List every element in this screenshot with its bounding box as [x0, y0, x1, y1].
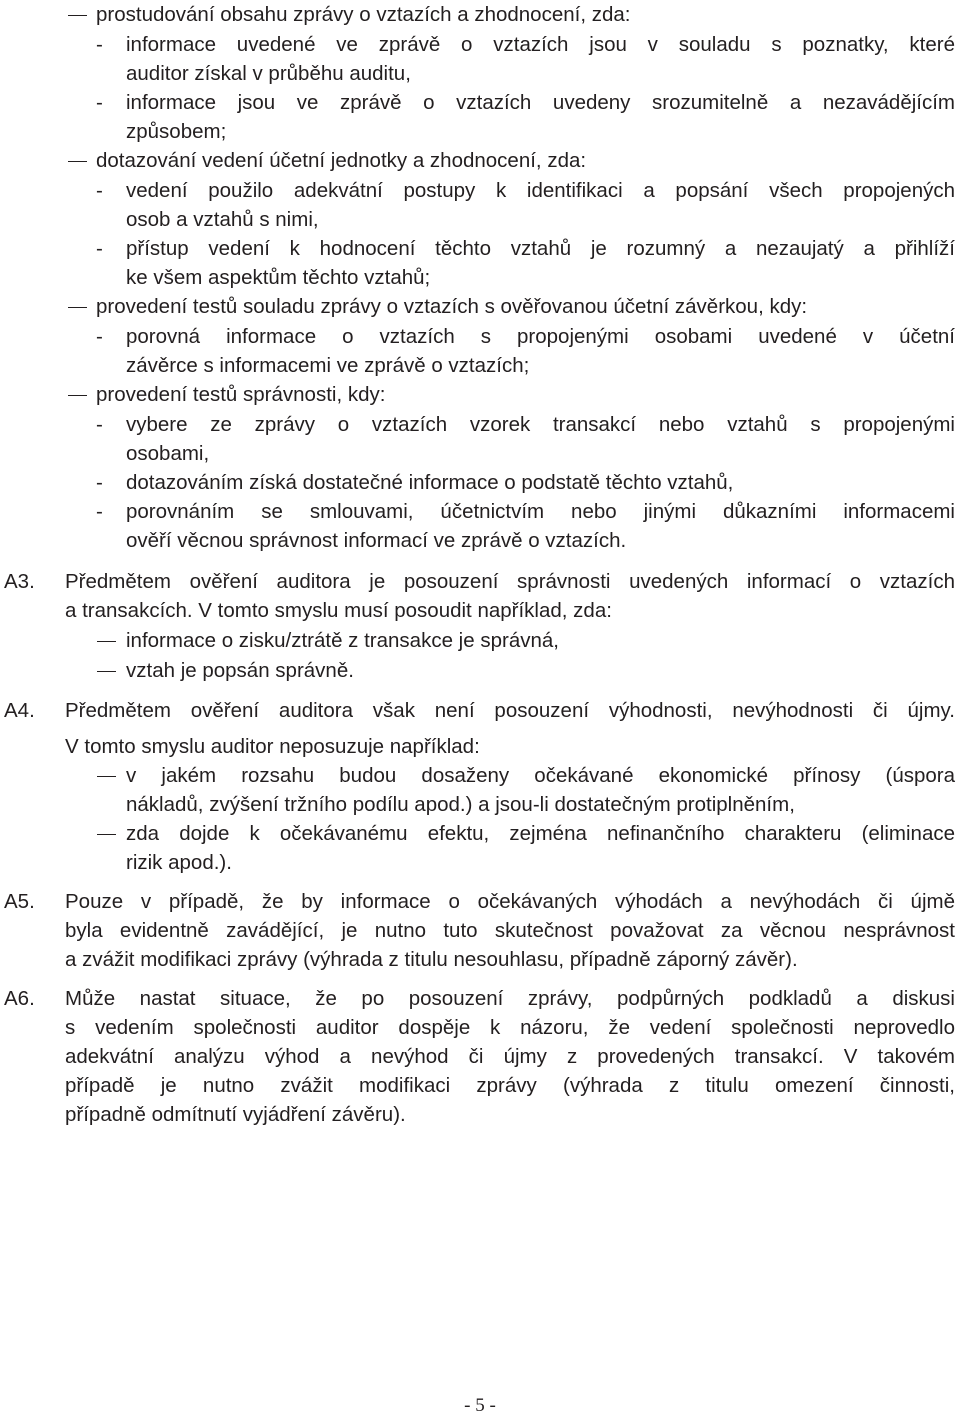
bullet-text: provedení testů správnosti, kdy: — [96, 383, 386, 406]
paragraph-line: a zvážit modifikaci zprávy (výhrada z titulu nesouhlasu, případně záporný závěr). — [65, 948, 798, 971]
em-dash-bullet — [68, 161, 87, 162]
bullet-text: v jakém rozsahu budou dosaženy očekávané ekonomické přínosy (úspora — [126, 764, 955, 787]
sub-bullet-line: závěrce s informacemi ve zprávě o vztazích; — [126, 354, 530, 377]
em-dash-bullet — [68, 307, 87, 308]
hyphen-bullet: - — [96, 179, 103, 202]
sub-bullet-line: osob a vztahů s nimi, — [126, 208, 319, 231]
paragraph-line: Může nastat situace, že po posouzení zprávy, podpůrných podkladů a diskusi — [65, 987, 955, 1010]
bullet-text: rizik apod.). — [126, 851, 232, 874]
paragraph-number: A6. — [4, 987, 35, 1010]
bullet-text: vztah je popsán správně. — [126, 659, 354, 682]
paragraph-line: a transakcích. V tomto smyslu musí posoudit například, zda: — [65, 599, 612, 622]
sub-bullet-line: osobami, — [126, 442, 210, 465]
sub-bullet-line: informace jsou ve zprávě o vztazích uvedeny srozumitelně a nezavádějícím — [126, 91, 955, 114]
sub-bullet-line: vybere ze zprávy o vztazích vzorek transakcí nebo vztahů s propojenými — [126, 413, 955, 436]
paragraph-line: adekvátní analýzu výhod a nevýhod či újmy z provedených transakcí. V takovém — [65, 1045, 955, 1068]
hyphen-bullet: - — [96, 471, 103, 494]
hyphen-bullet: - — [96, 237, 103, 260]
paragraph-line: s vedením společnosti auditor dospěje k názoru, že vedení společnosti neprovedlo — [65, 1016, 955, 1039]
paragraph-line: Předmětem ověření auditora je posouzení správnosti uvedených informací o vztazích — [65, 570, 955, 593]
hyphen-bullet: - — [96, 500, 103, 523]
sub-bullet-line: porovnáním se smlouvami, účetnictvím nebo jinými důkazními informacemi — [126, 500, 955, 523]
bullet-text: nákladů, zvýšení tržního podílu apod.) a jsou-li dostatečným protiplněním, — [126, 793, 795, 816]
em-dash-bullet — [97, 641, 116, 642]
bullet-text: zda dojde k očekávanému efektu, zejména nefinančního charakteru (eliminace — [126, 822, 955, 845]
paragraph-line: případě je nutno zvážit modifikaci zprávy (výhrada z titulu omezení činnosti, — [65, 1074, 955, 1097]
em-dash-bullet — [97, 776, 116, 777]
sub-bullet-line: způsobem; — [126, 120, 227, 143]
paragraph-number: A3. — [4, 570, 35, 593]
em-dash-bullet — [97, 834, 116, 835]
hyphen-bullet: - — [96, 91, 103, 114]
paragraph-line: byla evidentně zavádějící, je nutno tuto skutečnost považovat za věcnou nesprávnost — [65, 919, 955, 942]
hyphen-bullet: - — [96, 33, 103, 56]
bullet-text: dotazování vedení účetní jednotky a zhodnocení, zda: — [96, 149, 587, 172]
sub-bullet-line: dotazováním získá dostatečné informace o podstatě těchto vztahů, — [126, 471, 734, 494]
em-dash-bullet — [97, 671, 116, 672]
sub-bullet-line: ke všem aspektům těchto vztahů; — [126, 266, 431, 289]
sub-bullet-line: ověří věcnou správnost informací ve zprávě o vztazích. — [126, 529, 627, 552]
em-dash-bullet — [68, 395, 87, 396]
sub-bullet-line: porovná informace o vztazích s propojenými osobami uvedené v účetní — [126, 325, 955, 348]
paragraph-number: A5. — [4, 890, 35, 913]
paragraph-number: A4. — [4, 699, 35, 722]
hyphen-bullet: - — [96, 413, 103, 436]
sub-bullet-line: přístup vedení k hodnocení těchto vztahů je rozumný a nezaujatý a přihlíží — [126, 237, 955, 260]
hyphen-bullet: - — [96, 325, 103, 348]
bullet-text: provedení testů souladu zprávy o vztazích s ověřovanou účetní závěrkou, kdy: — [96, 295, 808, 318]
paragraph-line: Pouze v případě, že by informace o očekávaných výhodách a nevýhodách či újmě — [65, 890, 955, 913]
sub-bullet-line: auditor získal v průběhu auditu, — [126, 62, 411, 85]
bullet-text: informace o zisku/ztrátě z transakce je správná, — [126, 629, 559, 652]
page-number: - 5 - — [464, 1395, 496, 1416]
paragraph-line: případně odmítnutí vyjádření závěru). — [65, 1103, 406, 1126]
sub-bullet-line: vedení použilo adekvátní postupy k identifikaci a popsání všech propojených — [126, 179, 955, 202]
paragraph-line: V tomto smyslu auditor neposuzuje například: — [65, 735, 480, 758]
bullet-text: prostudování obsahu zprávy o vztazích a zhodnocení, zda: — [96, 3, 631, 26]
paragraph-line: Předmětem ověření auditora však není posouzení výhodnosti, nevýhodnosti či újmy. — [65, 699, 955, 722]
sub-bullet-line: informace uvedené ve zprávě o vztazích jsou v souladu s poznatky, které — [126, 33, 955, 56]
em-dash-bullet — [68, 15, 87, 16]
